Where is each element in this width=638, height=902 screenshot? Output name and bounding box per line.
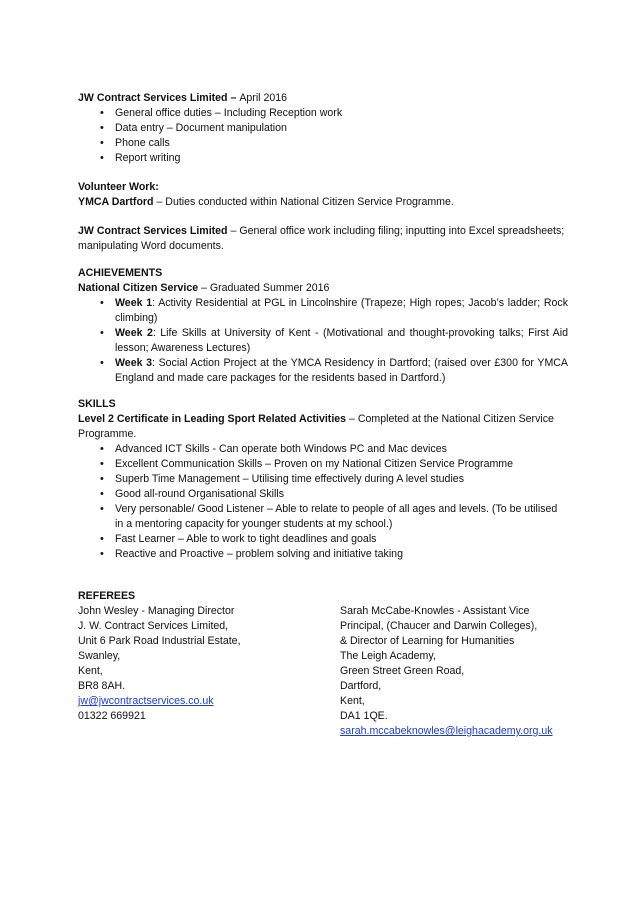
ncs-org: National Citizen Service [78, 282, 199, 294]
list-item: • Report writing [78, 151, 568, 166]
achievements-heading [78, 266, 568, 281]
week-text: : Social Action Project at the YMCA Residency in Dartford; (raised over £300 for YMCA England and made care packages for the residents based in Dartford.) [115, 357, 568, 384]
referees-left [78, 589, 328, 724]
list-item [78, 356, 568, 386]
skills-heading-text: SKILLS [78, 398, 116, 410]
achievements-heading-text: ACHIEVEMENTS [78, 267, 163, 279]
referees-heading [78, 589, 328, 604]
referee-line: & Director of Learning for Humanities [340, 635, 515, 647]
week-text: : Life Skills at University of Kent - (Motivational and thought-provoking talks; First Aid lesson; Awareness Lectures) [115, 327, 568, 354]
referee-email-link[interactable]: sarah.mccabeknowles@leighacademy.org.uk [340, 725, 553, 737]
volunteer-jw-org: JW Contract Services Limited [78, 225, 228, 237]
list-item: • Phone calls [78, 136, 568, 151]
cert-title: Level 2 Certificate in Leading Sport Related Activities [78, 413, 347, 425]
referee-line: Unit 6 Park Road Industrial Estate, [78, 635, 241, 647]
referee-line: Principal, (Chaucer and Darwin Colleges), [340, 620, 538, 632]
jw-job-section [78, 91, 568, 166]
week-label: Week 3 [115, 357, 152, 369]
list-item: • Good all-round Organisational Skills [78, 487, 568, 502]
volunteer-heading [78, 180, 568, 195]
list-item: • Excellent Communication Skills – Proven on my National Citizen Service Programme [78, 457, 568, 472]
skills-heading [78, 397, 568, 412]
referees-heading-text: REFEREES [78, 590, 136, 602]
jw-date: April 2016 [239, 92, 288, 104]
referees-right [340, 604, 580, 739]
weeks-list [78, 296, 568, 386]
list-item: • Advanced ICT Skills - Can operate both Windows PC and Mac devices [78, 442, 568, 457]
volunteer-section [78, 180, 568, 210]
referee-line: J. W. Contract Services Limited, [78, 620, 229, 632]
ymca-text: – Duties conducted within National Citizen Service Programme. [153, 196, 454, 208]
list-item: • Superb Time Management – Utilising time effectively during A level studies [78, 472, 568, 487]
ncs-text: – Graduated Summer 2016 [198, 282, 330, 294]
referee-line: The Leigh Academy, [340, 650, 436, 662]
referee-line: John Wesley - Managing Director [78, 605, 235, 617]
ymca-org: YMCA Dartford [78, 196, 154, 208]
referee-line: Kent, [78, 665, 103, 677]
jw-duties-list [78, 106, 568, 166]
referee-line: Dartford, [340, 680, 382, 692]
referee-line: Green Street Green Road, [340, 665, 465, 677]
referee-line: Sarah McCabe-Knowles - Assistant Vice [340, 605, 530, 617]
week-label: Week 1 [115, 297, 153, 309]
ymca-line [78, 195, 568, 210]
referee-line: DA1 1QE. [340, 710, 388, 722]
list-item: • Data entry – Document manipulation [78, 121, 568, 136]
skills-section [78, 397, 568, 562]
list-item [78, 296, 568, 326]
volunteer-heading-text: Volunteer Work: [78, 181, 159, 193]
ncs-line [78, 281, 568, 296]
list-item: • General office duties – Including Reception work [78, 106, 568, 121]
list-item: • Reactive and Proactive – problem solving and initiative taking [78, 547, 568, 562]
volunteer-jw-line [78, 224, 568, 254]
separator: – [227, 92, 240, 104]
referee-line: Swanley, [78, 650, 121, 662]
referee-line: BR8 8AH. [78, 680, 126, 692]
list-item: • Very personable/ Good Listener – Able to relate to people of all ages and levels. (To be utilised in a mentoring capacity for younger students at my school.) [78, 502, 568, 532]
achievements-section [78, 266, 568, 386]
cert-text: – Completed at the National Citizen Service Programme. [78, 413, 554, 440]
week-label: Week 2 [115, 327, 153, 339]
volunteer-jw [78, 224, 568, 254]
list-item: • Fast Learner – Able to work to tight deadlines and goals [78, 532, 568, 547]
week-text: : Activity Residential at PGL in Lincolnshire (Trapeze; High ropes; Jacob’s ladder; Rock climbing) [115, 297, 568, 324]
skills-list [78, 442, 568, 562]
referee-line: Kent, [340, 695, 365, 707]
referee-email-link[interactable]: jw@jwcontractservices.co.uk [78, 695, 214, 707]
cert-line [78, 412, 568, 442]
jw-company: JW Contract Services Limited [78, 92, 228, 104]
jw-job-title [78, 91, 568, 106]
list-item [78, 326, 568, 356]
referee-phone: 01322 669921 [78, 710, 146, 722]
volunteer-jw-text: – General office work including filing; inputting into Excel spreadsheets; manipulating Word documents. [78, 225, 565, 252]
